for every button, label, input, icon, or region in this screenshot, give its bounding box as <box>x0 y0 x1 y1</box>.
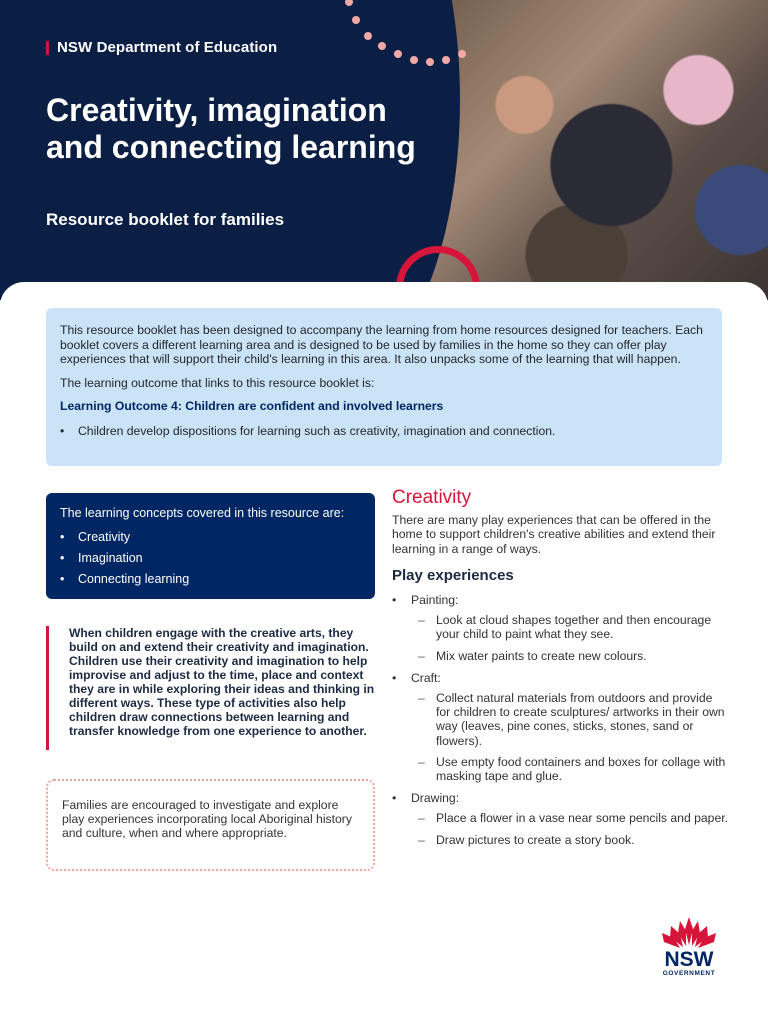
concept-item: • Imagination <box>60 548 361 569</box>
activity-group-label: • Drawing: <box>411 791 460 806</box>
activity-group-drawing <box>392 791 728 847</box>
page-title: Creativity, imagination and connecting learning <box>46 92 416 165</box>
brand-accent-bar <box>46 41 49 55</box>
logo-government-text: GOVERNMENT <box>662 970 716 977</box>
note-text: Families are encouraged to investigate and explore play experiences incorporating local Aboriginal history and culture, when and where appropriate. <box>62 798 352 840</box>
activity-group-painting <box>392 593 728 663</box>
page-subtitle: Resource booklet for families <box>46 210 285 229</box>
activity-item: – Collect natural materials from outdoors and provide for children to create sculptures/ artworks in their own way (leaves, pine cones, sticks, stones, sand or flowers). <box>411 691 728 748</box>
learning-outcome-title: Learning Outcome 4: Children are confident and involved learners <box>60 399 444 413</box>
activity-group-label: • Craft: <box>411 670 441 685</box>
decorative-dots <box>340 0 470 70</box>
outcome-intro: The learning outcome that links to this resource booklet is: <box>60 375 375 390</box>
concepts-box <box>46 493 375 599</box>
header-banner <box>0 0 768 300</box>
outcome-item: • Children develop dispositions for learning such as creativity, imagination and connection. <box>60 424 706 439</box>
department-brand <box>46 39 277 56</box>
concept-item: • Creativity <box>60 527 361 548</box>
activity-item: – Look at cloud shapes together and then encourage your child to paint what they see. <box>411 613 728 641</box>
activity-item: – Mix water paints to create new colours. <box>411 649 728 663</box>
nsw-government-logo <box>654 915 724 985</box>
intro-box <box>46 308 722 466</box>
activity-group-craft <box>392 671 728 783</box>
concepts-list <box>60 527 361 590</box>
children-painting-photo <box>420 0 768 300</box>
activity-item: – Place a flower in a vase near some pencils and paper. <box>411 811 728 825</box>
activity-items <box>411 691 728 783</box>
outcome-list <box>60 424 706 439</box>
department-name: NSW Department of Education <box>57 39 278 56</box>
logo-nsw-text: NSW <box>664 948 714 971</box>
intro-paragraph: This resource booklet has been designed to accompany the learning from home resources designed for teachers. Each booklet covers a different learning area and is designed to be used by families in the home so they can offer play experiences that will support their child's learning in this area. It also unpacks some of the learning that will happen. <box>60 323 703 366</box>
aboriginal-culture-note <box>46 779 375 871</box>
quote-text: When children engage with the creative arts, they build on and extend their creativity and imagination. Children use their creativity and imagination to help improvise and adjust to the time, place and context they are in while exploring their ideas and thinking in different ways. These type of activities also help children draw connections between learning and transfer knowledge from one experience to another. <box>69 626 375 738</box>
play-experiences-heading: Play experiences <box>392 566 514 584</box>
waratah-icon <box>658 915 720 949</box>
activity-item: – Use empty food containers and boxes for collage with masking tape and glue. <box>411 755 728 783</box>
activity-items <box>411 613 728 663</box>
play-experience-list <box>392 593 728 847</box>
creativity-lead: There are many play experiences that can be offered in the home to support children's creative abilities and extend their learning in a range of ways. <box>392 513 716 556</box>
activity-group-label: • Painting: <box>411 593 459 608</box>
activity-item: – Draw pictures to create a story book. <box>411 833 728 847</box>
concepts-heading: The learning concepts covered in this resource are: <box>60 506 345 520</box>
section-heading-creativity: Creativity <box>392 487 472 508</box>
callout-quote <box>46 626 376 750</box>
activity-items <box>411 811 728 846</box>
concept-item: • Connecting learning <box>60 569 361 590</box>
creativity-section <box>392 487 728 855</box>
